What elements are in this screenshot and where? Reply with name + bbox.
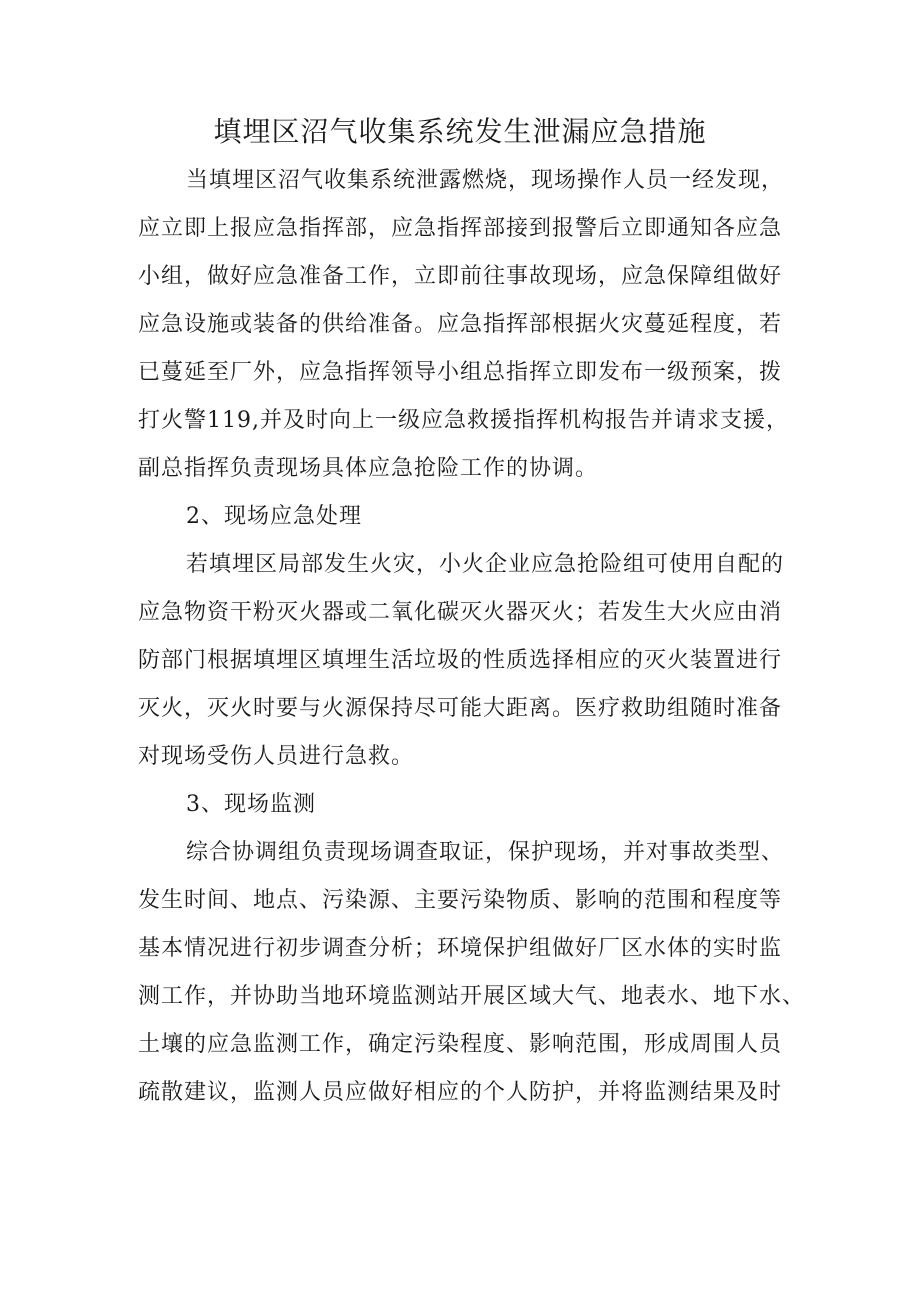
section-heading: 2、现场应急处理 — [186, 504, 362, 529]
paragraph-line: 测工作，并协助当地环境监测站开展区域大气、地表水、地下水、 — [138, 984, 806, 1009]
paragraph-line: 应急物资干粉灭火器或二氧化碳灭火器灭火；若发生大火应由消 — [138, 600, 783, 625]
paragraph-line: 应急设施或装备的供给准备。应急指挥部根据火灾蔓延程度，若 — [138, 312, 783, 337]
paragraph-line: 小组，做好应急准备工作，立即前往事故现场，应急保障组做好 — [138, 264, 783, 289]
paragraph-line: 综合协调组负责现场调查取证，保护现场，并对事故类型、 — [186, 840, 785, 865]
paragraph-line: 土壤的应急监测工作，确定污染程度、影响范围，形成周围人员 — [138, 1032, 783, 1057]
paragraph-line: 发生时间、地点、污染源、主要污染物质、影响的范围和程度等 — [138, 888, 783, 913]
paragraph-line: 打火警119,并及时向上一级应急救援指挥机构报告并请求支援， — [138, 408, 789, 433]
paragraph-line: 已蔓延至厂外，应急指挥领导小组总指挥立即发布一级预案，拨 — [138, 360, 783, 385]
paragraph-line: 副总指挥负责现场具体应急抢险工作的协调。 — [138, 456, 599, 481]
paragraph-line: 防部门根据填埋区填埋生活垃圾的性质选择相应的灭火装置进行 — [138, 648, 783, 673]
document-title: 填埋区沼气收集系统发生泄漏应急措施 — [213, 115, 707, 148]
paragraph-line: 应立即上报应急指挥部，应急指挥部接到报警后立即通知各应急 — [138, 216, 783, 241]
paragraph-line: 灭火，灭火时要与火源保持尽可能大距离。医疗救助组随时准备 — [138, 696, 783, 721]
paragraph-line: 当填埋区沼气收集系统泄露燃烧，现场操作人员一经发现， — [186, 168, 785, 193]
paragraph-line: 若填埋区局部发生火灾，小火企业应急抢险组可使用自配的 — [186, 552, 785, 577]
section-heading: 3、现场监测 — [186, 792, 316, 817]
paragraph-line: 对现场受伤人员进行急救。 — [138, 744, 415, 769]
paragraph-line: 基本情况进行初步调查分析；环境保护组做好厂区水体的实时监 — [138, 936, 783, 961]
paragraph-line: 疏散建议，监测人员应做好相应的个人防护，并将监测结果及时 — [138, 1080, 783, 1105]
